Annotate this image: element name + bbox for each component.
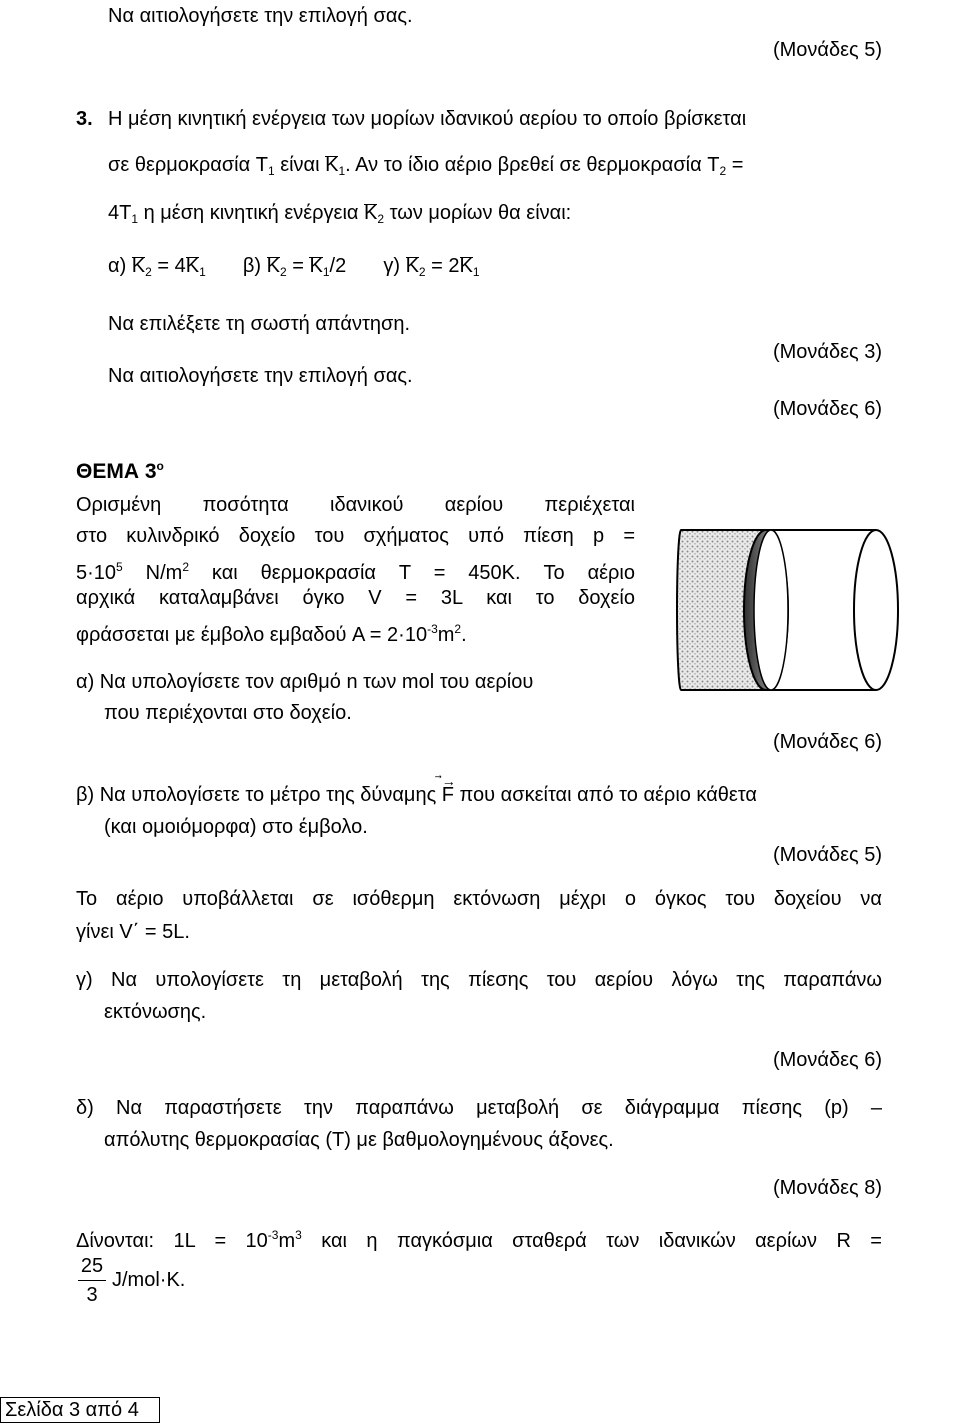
justify-instruction: Να αιτιολογήσετε την επιλογή σας. bbox=[108, 365, 413, 387]
marks-label: (Μονάδες 5) bbox=[772, 39, 882, 61]
marks-label: (Μονάδες 6) bbox=[772, 398, 882, 420]
answer-options bbox=[108, 254, 480, 284]
marks-label: (Μονάδες 6) bbox=[772, 1049, 882, 1071]
option-b: β) $K_2 = K_1/2$ bbox=[242, 255, 347, 279]
justify-instruction-top: Να αιτιολογήσετε την επιλογή σας. bbox=[108, 5, 413, 27]
question-line: σε θερμοκρασία $T_1$ είναι $K_1$. Αν το ίδιο αέριο βρεθεί σε θερμοκρασία $T_2$ = bbox=[108, 154, 744, 178]
intro-line: φράσσεται με έμβολο εμβαδού $A = 2\cdot 10^{-3}m^2$. bbox=[76, 622, 467, 646]
fraction-denominator: 3 bbox=[86, 1284, 98, 1306]
question-b-line: β) Να υπολογίσετε το μέτρο της δύναμης ⃗→ F που ασκείται από το αέριο κάθετα bbox=[76, 773, 757, 806]
question-d-line: απόλυτης θερμοκρασίας (T) με βαθμολογημένους άξονες. bbox=[104, 1129, 614, 1151]
question-d-line: δ) Να παραστήσετε την παραπάνω μεταβολή σε διάγραμμα πίεσης (p) – bbox=[76, 1097, 882, 1119]
intro-line: αρχικά καταλαμβάνει όγκο V = 3L και το δοχείο bbox=[76, 587, 635, 609]
question-c-line: εκτόνωσης. bbox=[104, 1001, 207, 1023]
question-c-line: γ) Να υπολογίσετε τη μεταβολή της πίεσης του αερίου λόγω της παραπάνω bbox=[76, 969, 882, 991]
option-c: γ) $K_2 = 2K_1$ bbox=[383, 255, 480, 279]
intro-line: $5\cdot 10^5$ $N/m^2$ και θερμοκρασία T = 450K. Το αέριο bbox=[76, 560, 635, 584]
question-line: $4T_1$ η μέση κινητική ενέργεια $K_2$ των μορίων θα είναι: bbox=[108, 202, 572, 226]
intro-line: Ορισμένη ποσότητα ιδανικού αερίου περιέχεται bbox=[76, 494, 635, 516]
question-number: 3. bbox=[76, 108, 93, 130]
fraction-numerator: 25 bbox=[80, 1255, 104, 1277]
marks-label: (Μονάδες 6) bbox=[772, 731, 882, 753]
intro-line: στο κυλινδρικό δοχείο του σχήματος υπό πίεση p = bbox=[76, 525, 635, 547]
fraction-bar bbox=[78, 1280, 106, 1281]
option-a: α) $K_2 = 4K_1$ bbox=[108, 255, 206, 279]
question-line: Η μέση κινητική ενέργεια των μορίων ιδανικού αερίου το οποίο βρίσκεται bbox=[108, 108, 747, 130]
marks-label: (Μονάδες 3) bbox=[772, 341, 882, 363]
given-units: J/mol·K. bbox=[112, 1269, 186, 1291]
cylinder-figure bbox=[676, 520, 908, 700]
page-number-box bbox=[0, 1397, 160, 1423]
question-b-line: (και ομοιόμορφα) στο έμβολο. bbox=[104, 816, 368, 838]
marks-label: (Μονάδες 8) bbox=[772, 1177, 882, 1199]
section-title: ΘΕΜΑ $3^o$ bbox=[76, 459, 164, 483]
page-number: Σελίδα 3 από 4 bbox=[5, 1399, 139, 1421]
question-a-line: που περιέχονται στο δοχείο. bbox=[104, 702, 352, 724]
question-a-line: α) Να υπολογίσετε τον αριθμό n των mol του αερίου bbox=[76, 671, 534, 693]
given-line: Δίνονται: $1L = 10^{-3}m^3$ και η παγκόσμια σταθερά των ιδανικών αερίων R = bbox=[76, 1228, 882, 1252]
piston bbox=[744, 530, 788, 690]
choose-instruction: Να επιλέξετε τη σωστή απάντηση. bbox=[108, 313, 411, 335]
expansion-line: γίνει V΄ = 5L. bbox=[76, 921, 190, 943]
marks-label: (Μονάδες 5) bbox=[772, 844, 882, 866]
expansion-line: Το αέριο υποβάλλεται σε ισόθερμη εκτόνωση μέχρι ο όγκος του δοχείου να bbox=[76, 888, 882, 910]
fraction bbox=[78, 1254, 106, 1307]
force-vector-symbol: ⃗→ F bbox=[441, 773, 456, 806]
